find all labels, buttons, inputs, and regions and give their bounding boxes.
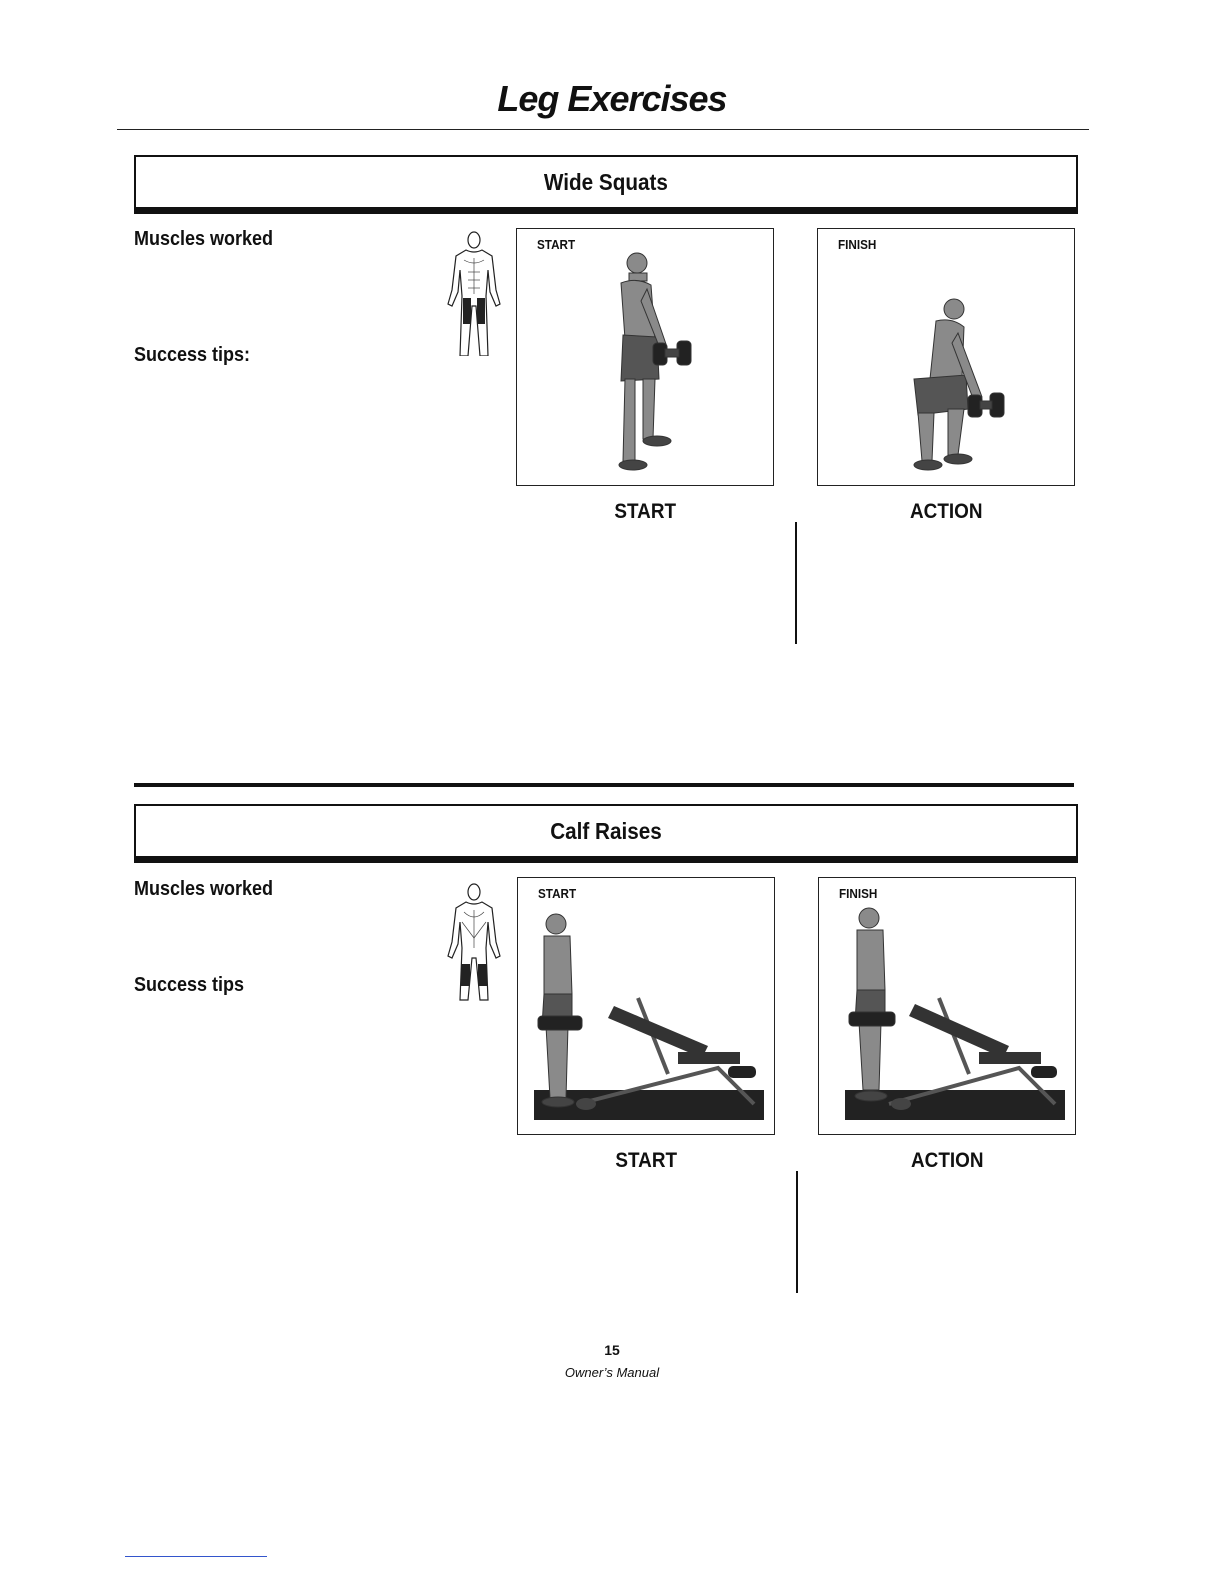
action-caption: ACTION [909, 500, 983, 523]
finish-photo [818, 877, 1076, 1135]
success-tips-label: Success tips: [134, 344, 251, 366]
finish-photo-tag: FINISH [839, 886, 878, 901]
column-divider [796, 1171, 798, 1293]
start-photo [516, 228, 774, 486]
section-header-wide-squats [134, 155, 1078, 214]
wide-squat-start-figure [517, 229, 773, 485]
calf-raise-start-figure [518, 878, 774, 1134]
start-photo-tag: START [538, 886, 577, 901]
footer-manual-label: Owner’s Manual [564, 1365, 660, 1380]
section-title: Wide Squats [543, 168, 669, 195]
start-caption: START [614, 500, 676, 523]
calf-raise-finish-figure [819, 878, 1075, 1134]
section-title: Calf Raises [550, 817, 662, 844]
muscle-diagram-icon [444, 882, 504, 1008]
section-header-calf-raises [134, 804, 1078, 863]
page-title: Leg Exercises [497, 78, 727, 119]
bottom-link-underline [125, 1556, 267, 1557]
section-divider [134, 783, 1074, 787]
start-photo [517, 877, 775, 1135]
finish-photo-tag: FINISH [838, 237, 877, 252]
title-divider [117, 129, 1089, 130]
muscles-worked-label: Muscles worked [134, 878, 274, 900]
muscle-diagram-icon [444, 230, 504, 356]
column-divider [795, 522, 797, 644]
success-tips-label: Success tips [134, 974, 245, 996]
wide-squat-finish-figure [818, 229, 1074, 485]
finish-photo [817, 228, 1075, 486]
start-photo-tag: START [537, 237, 576, 252]
action-caption: ACTION [910, 1149, 984, 1172]
muscles-worked-label: Muscles worked [134, 228, 274, 250]
start-caption: START [615, 1149, 677, 1172]
page-number: 15 [604, 1342, 620, 1358]
